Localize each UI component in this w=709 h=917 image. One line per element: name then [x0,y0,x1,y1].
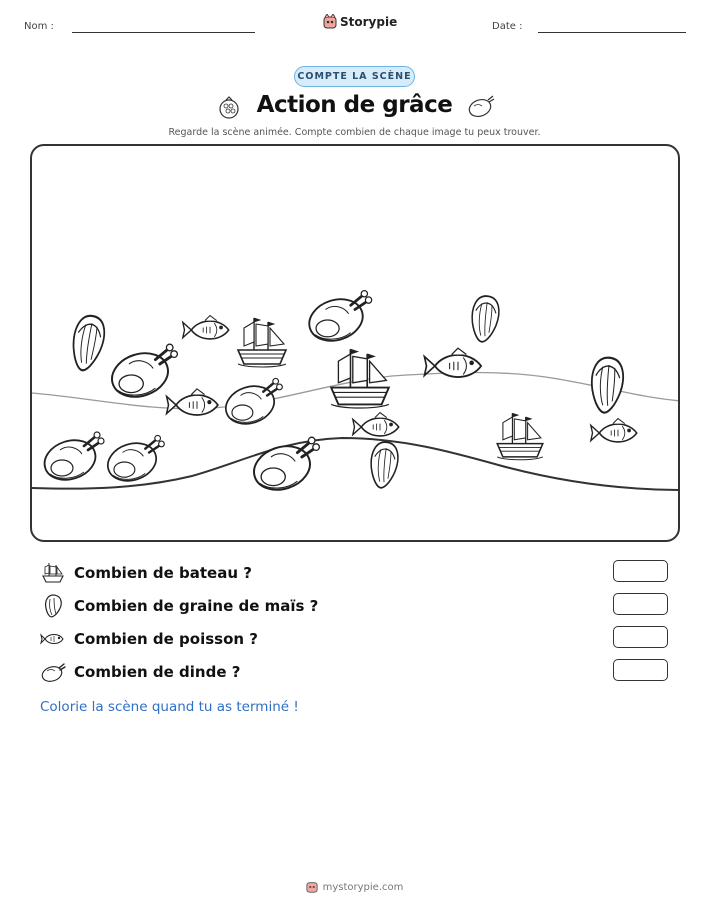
ship-drawing [331,349,389,408]
question-row [40,659,240,685]
brand-logo [323,14,397,30]
brand-name: Storypie [340,15,398,29]
turkey-drawing [103,435,164,486]
name-line[interactable] [72,32,255,33]
corn-kernel-drawing [68,313,108,373]
turkey-title-icon [466,93,496,123]
corn-kernel-icon [40,593,66,619]
page-title: Action de grâce [256,92,453,118]
coloring-note: Colorie la scène quand tu as terminé ! [40,699,299,715]
instructions: Regarde la scène animée. Compte combien de chaque image tu peux trouver. [168,127,541,138]
footer [0,880,709,894]
question-text: Combien de dinde ? [74,663,241,681]
answer-box[interactable] [613,626,668,648]
turkey-drawing [221,378,282,429]
question-row [40,560,252,586]
fish-drawing [591,419,637,442]
answer-box[interactable] [613,659,668,681]
name-label: Nom : [24,21,54,32]
ship-icon [40,560,66,586]
fish-drawing [183,316,229,339]
fish-drawing [353,413,399,436]
corn-kernel-drawing [589,356,626,414]
storypie-mascot-icon [306,880,318,894]
fish-icon [40,626,66,652]
question-row [40,593,318,619]
date-line[interactable] [538,32,686,33]
scene-panel [30,144,680,542]
ship-drawing [238,318,286,367]
answer-box[interactable] [613,560,668,582]
scene-illustration [32,146,680,542]
turkey-drawing [39,432,104,486]
question-text: Combien de bateau ? [74,564,252,582]
turkey-drawing [106,344,177,404]
activity-badge: COMPTE LA SCÈNE [294,66,415,87]
fish-drawing [167,389,218,415]
ship-drawing [497,413,543,460]
answer-box[interactable] [613,593,668,615]
date-label: Date : [492,21,523,32]
turkey-icon [40,659,66,685]
question-text: Combien de graine de maïs ? [74,597,319,615]
corn-kernel-drawing [469,294,501,343]
question-text: Combien de poisson ? [74,630,258,648]
turkey-drawing [304,291,372,348]
storypie-mascot-icon [323,14,337,30]
fish-drawing [424,348,481,377]
footer-url[interactable]: mystorypie.com [322,881,404,893]
corn-kernel-drawing [368,440,400,489]
turkey-drawing [248,437,319,497]
question-row [40,626,258,652]
